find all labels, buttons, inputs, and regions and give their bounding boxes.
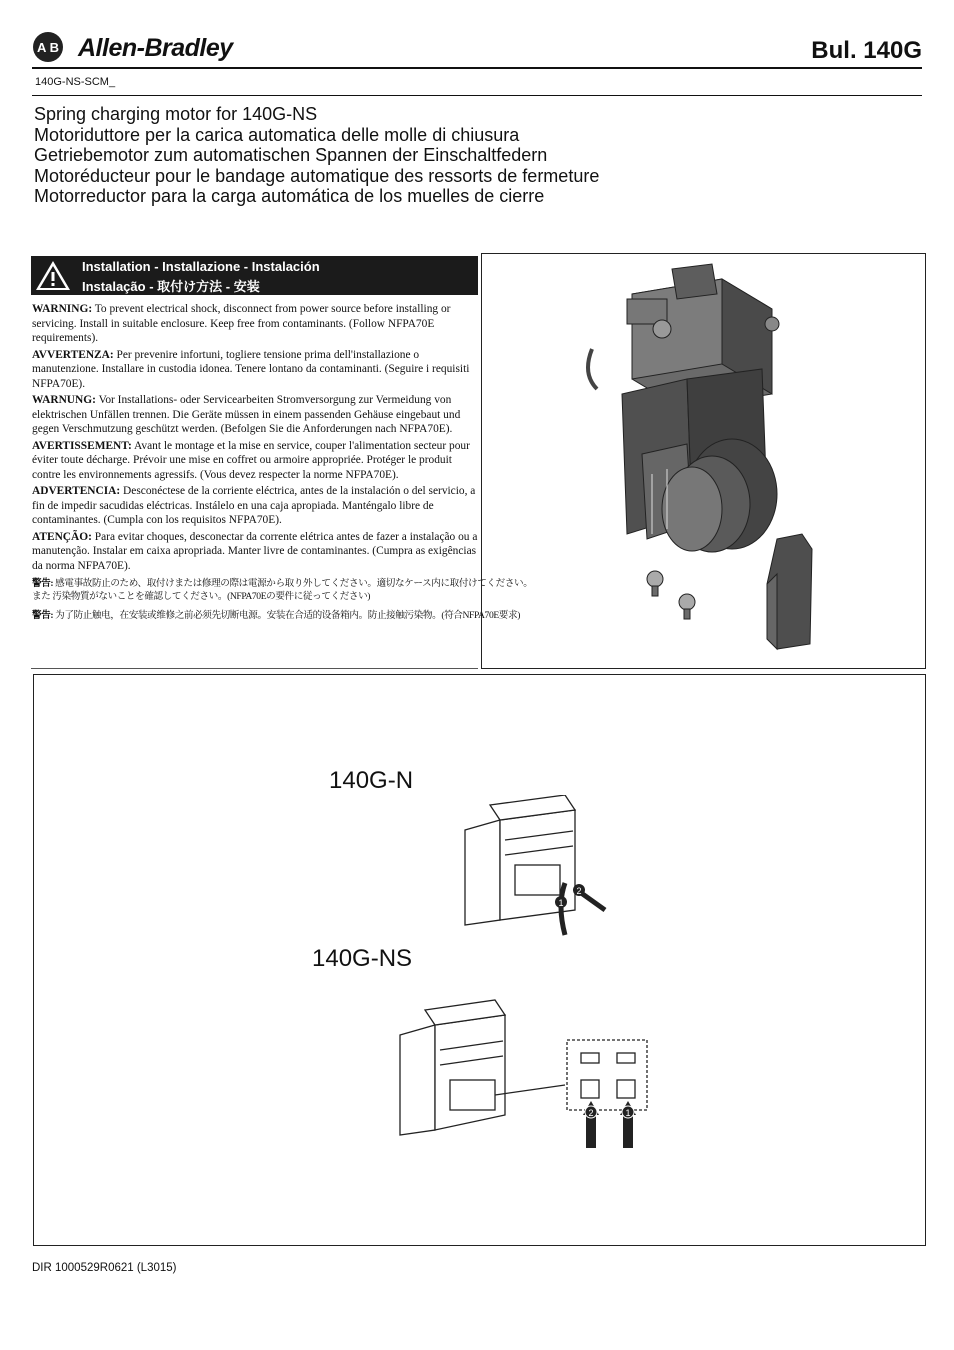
safety-warnings <box>32 302 533 624</box>
title-fr: Motoréducteur pour le bandage automatique des ressorts de fermeture <box>34 165 600 186</box>
breaker-140g-ns-illustration <box>395 995 665 1150</box>
step-2-badge-n: 2 <box>576 886 582 896</box>
title-en: Spring charging motor for 140G-NS <box>34 104 318 124</box>
warning-es: ADVERTENCIA: Desconéctese de la corriente eléctrica, antes de la instalación o del servicio, a fin de impedir sacudidas eléctricas. Instálelo en una caja apropiada. Manténgalo libre de contaminantes. (Cumpla con los requisitos NFPA70E). <box>32 485 476 526</box>
warning-en: WARNING: To prevent electrical shock, disconnect from power source before installing or servicing. Install in suitable enclosure. Keep free from contaminants. (Follow NFPA70E requirements). <box>32 303 451 344</box>
document-titles <box>34 104 599 207</box>
model-label-140g-ns: 140G-NS <box>312 945 413 972</box>
document-reference: 140G-NS-SCM_ <box>35 76 116 88</box>
warning-triangle-icon <box>33 258 73 293</box>
bulletin-number: Bul. 140G <box>811 37 922 64</box>
title-it: Motoriduttore per la carica automatica delle molle di chiusura <box>34 124 520 145</box>
warning-de: WARNUNG: Vor Installations- oder Servicearbeiten Stromversorgung zur Vermeidung von elektrischen Unfällen trennen. Die Geräte müssen in einem passenden Gehäuse eingebaut und gegen Verschmutzung geschützt werden. (Befolgen Sie die Anforderungen nach NFPA70E). <box>32 394 461 435</box>
installation-heading-line1: Installation - Installazione - Instalación <box>82 259 320 274</box>
installation-diagram-frame <box>33 674 926 1246</box>
warning-fr: AVERTISSEMENT: Avant le montage et la mise en service, couper l'alimentation secteur pour éviter toute décharge. Prévoir une mise en coffret ou armoire appropriée. Protéger le produit contre les environnements agressifs. (Vous devez respecter la norme NFPA70E). <box>32 439 470 481</box>
step-2-badge-ns: 2 <box>588 1108 594 1118</box>
warning-ja: 警告: 感電事故防止のため、取付けまたは修理の際は電源から取り外してください。適切なケース内に取付けてください。 また 汚染物質がないことを確認してください。(NFPA70Eの要件に従ってください) <box>32 578 533 602</box>
model-label-140g-n: 140G-N <box>329 767 414 794</box>
step-1-badge-n: 1 <box>558 898 564 908</box>
header-rule <box>32 67 922 69</box>
spring-charging-motor-illustration <box>482 254 925 668</box>
warnings-bottom-rule <box>31 668 478 669</box>
motor-illustration-frame <box>481 253 926 669</box>
installation-heading-line2: Instalação - 取付け方法 - 安装 <box>82 279 260 294</box>
warning-pt: ATENÇÃO: Para evitar choques, desconectar da corrente elétrica antes de fazer a instalação ou a manutenção. Instalar em caixa apropriada. Manter livre de contaminantes. (Cumpra as exigências da norma NFPA70E). <box>32 530 478 572</box>
warning-zh: 警告: 为了防止触电，在安装或维修之前必须先切断电源。安装在合适的设备箱内。防止接触污染物。(符合NFPA70E要求) <box>32 610 520 621</box>
step-1-badge-ns: 1 <box>625 1108 631 1118</box>
breaker-140g-n-illustration <box>455 795 615 940</box>
warning-it: AVVERTENZA: Per prevenire infortuni, togliere tensione prima dell'installazione o manutenzione. Installare in custodia idonea. Tenere lontano da contaminanti. (Seguire i requisiti NFPA70E). <box>32 348 470 390</box>
title-de: Getriebemotor zum automatischen Spannen der Einschaltfedern <box>34 145 548 165</box>
title-es: Motorreductor para la carga automática de los muelles de cierre <box>34 186 545 206</box>
allen-bradley-logo-icon: A B <box>33 32 63 62</box>
header-subrule <box>32 95 922 96</box>
brand-name: Allen-Bradley <box>78 34 233 62</box>
footer-document-id: DIR 1000529R0621 (L3015) <box>32 1262 177 1274</box>
installation-banner <box>31 256 478 295</box>
